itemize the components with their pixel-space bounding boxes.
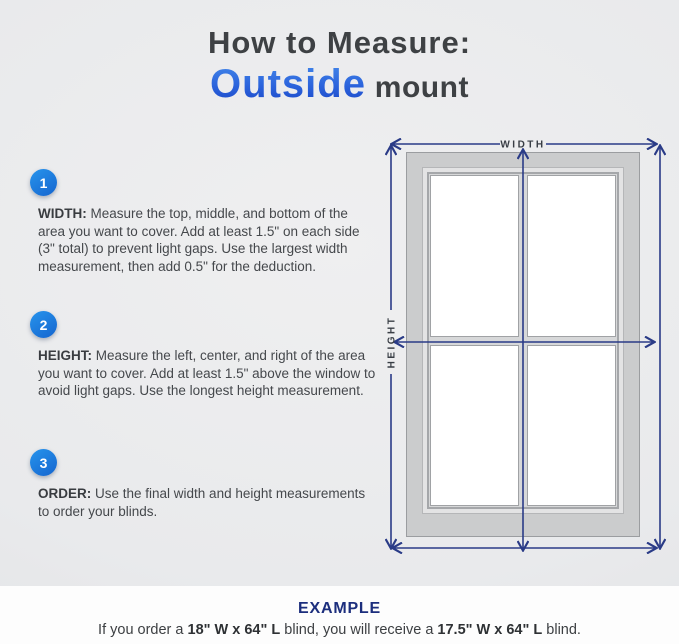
step-3-text	[38, 485, 378, 520]
step-2-number-badge: 2	[30, 311, 57, 338]
step-3-number-badge: 3	[30, 449, 57, 476]
example-heading: EXAMPLE	[298, 600, 381, 617]
step-2-text	[38, 347, 378, 400]
width-label: WIDTH	[500, 139, 546, 151]
step-1-number-badge: 1	[30, 169, 57, 196]
step-1	[30, 169, 378, 275]
height-label: HEIGHT	[386, 315, 398, 369]
title-line1: How to Measure:	[207, 25, 472, 60]
step-3-label: ORDER:	[38, 486, 92, 501]
example-receive-size: 17.5" W x 64" L	[437, 622, 543, 638]
step-1-text	[38, 205, 378, 275]
step-2-body: Measure the left, center, and right of the area you want to cover. Add at least 1.5" above the window to avoid light gaps. Use the longest height measurement.	[38, 348, 376, 398]
title-suffix-mount: mount	[365, 71, 469, 105]
example-prefix: If you order a	[98, 622, 188, 638]
example-sentence	[0, 622, 679, 638]
title-line2	[0, 62, 679, 106]
window-measurement-diagram	[380, 133, 679, 563]
step-1-body: Measure the top, middle, and bottom of the area you want to cover. Add at least 1.5" on each side (3" total) to prevent light gaps. Use the largest width measurement, then add 0.5" for the deduction.	[38, 206, 360, 274]
example-order-size: 18" W x 64" L	[187, 622, 281, 638]
step-2	[30, 311, 378, 400]
example-section	[0, 600, 679, 638]
step-1-label: WIDTH:	[38, 206, 87, 221]
step-3-body: Use the final width and height measurements to order your blinds.	[38, 486, 366, 519]
example-suffix: blind.	[542, 622, 581, 638]
title-highlight-outside: Outside	[210, 62, 366, 107]
example-middle: blind, you will receive a	[280, 622, 438, 638]
page-title	[0, 26, 679, 106]
measurement-arrows-overlay	[380, 133, 679, 563]
step-3	[30, 449, 378, 520]
step-2-label: HEIGHT:	[38, 348, 92, 363]
